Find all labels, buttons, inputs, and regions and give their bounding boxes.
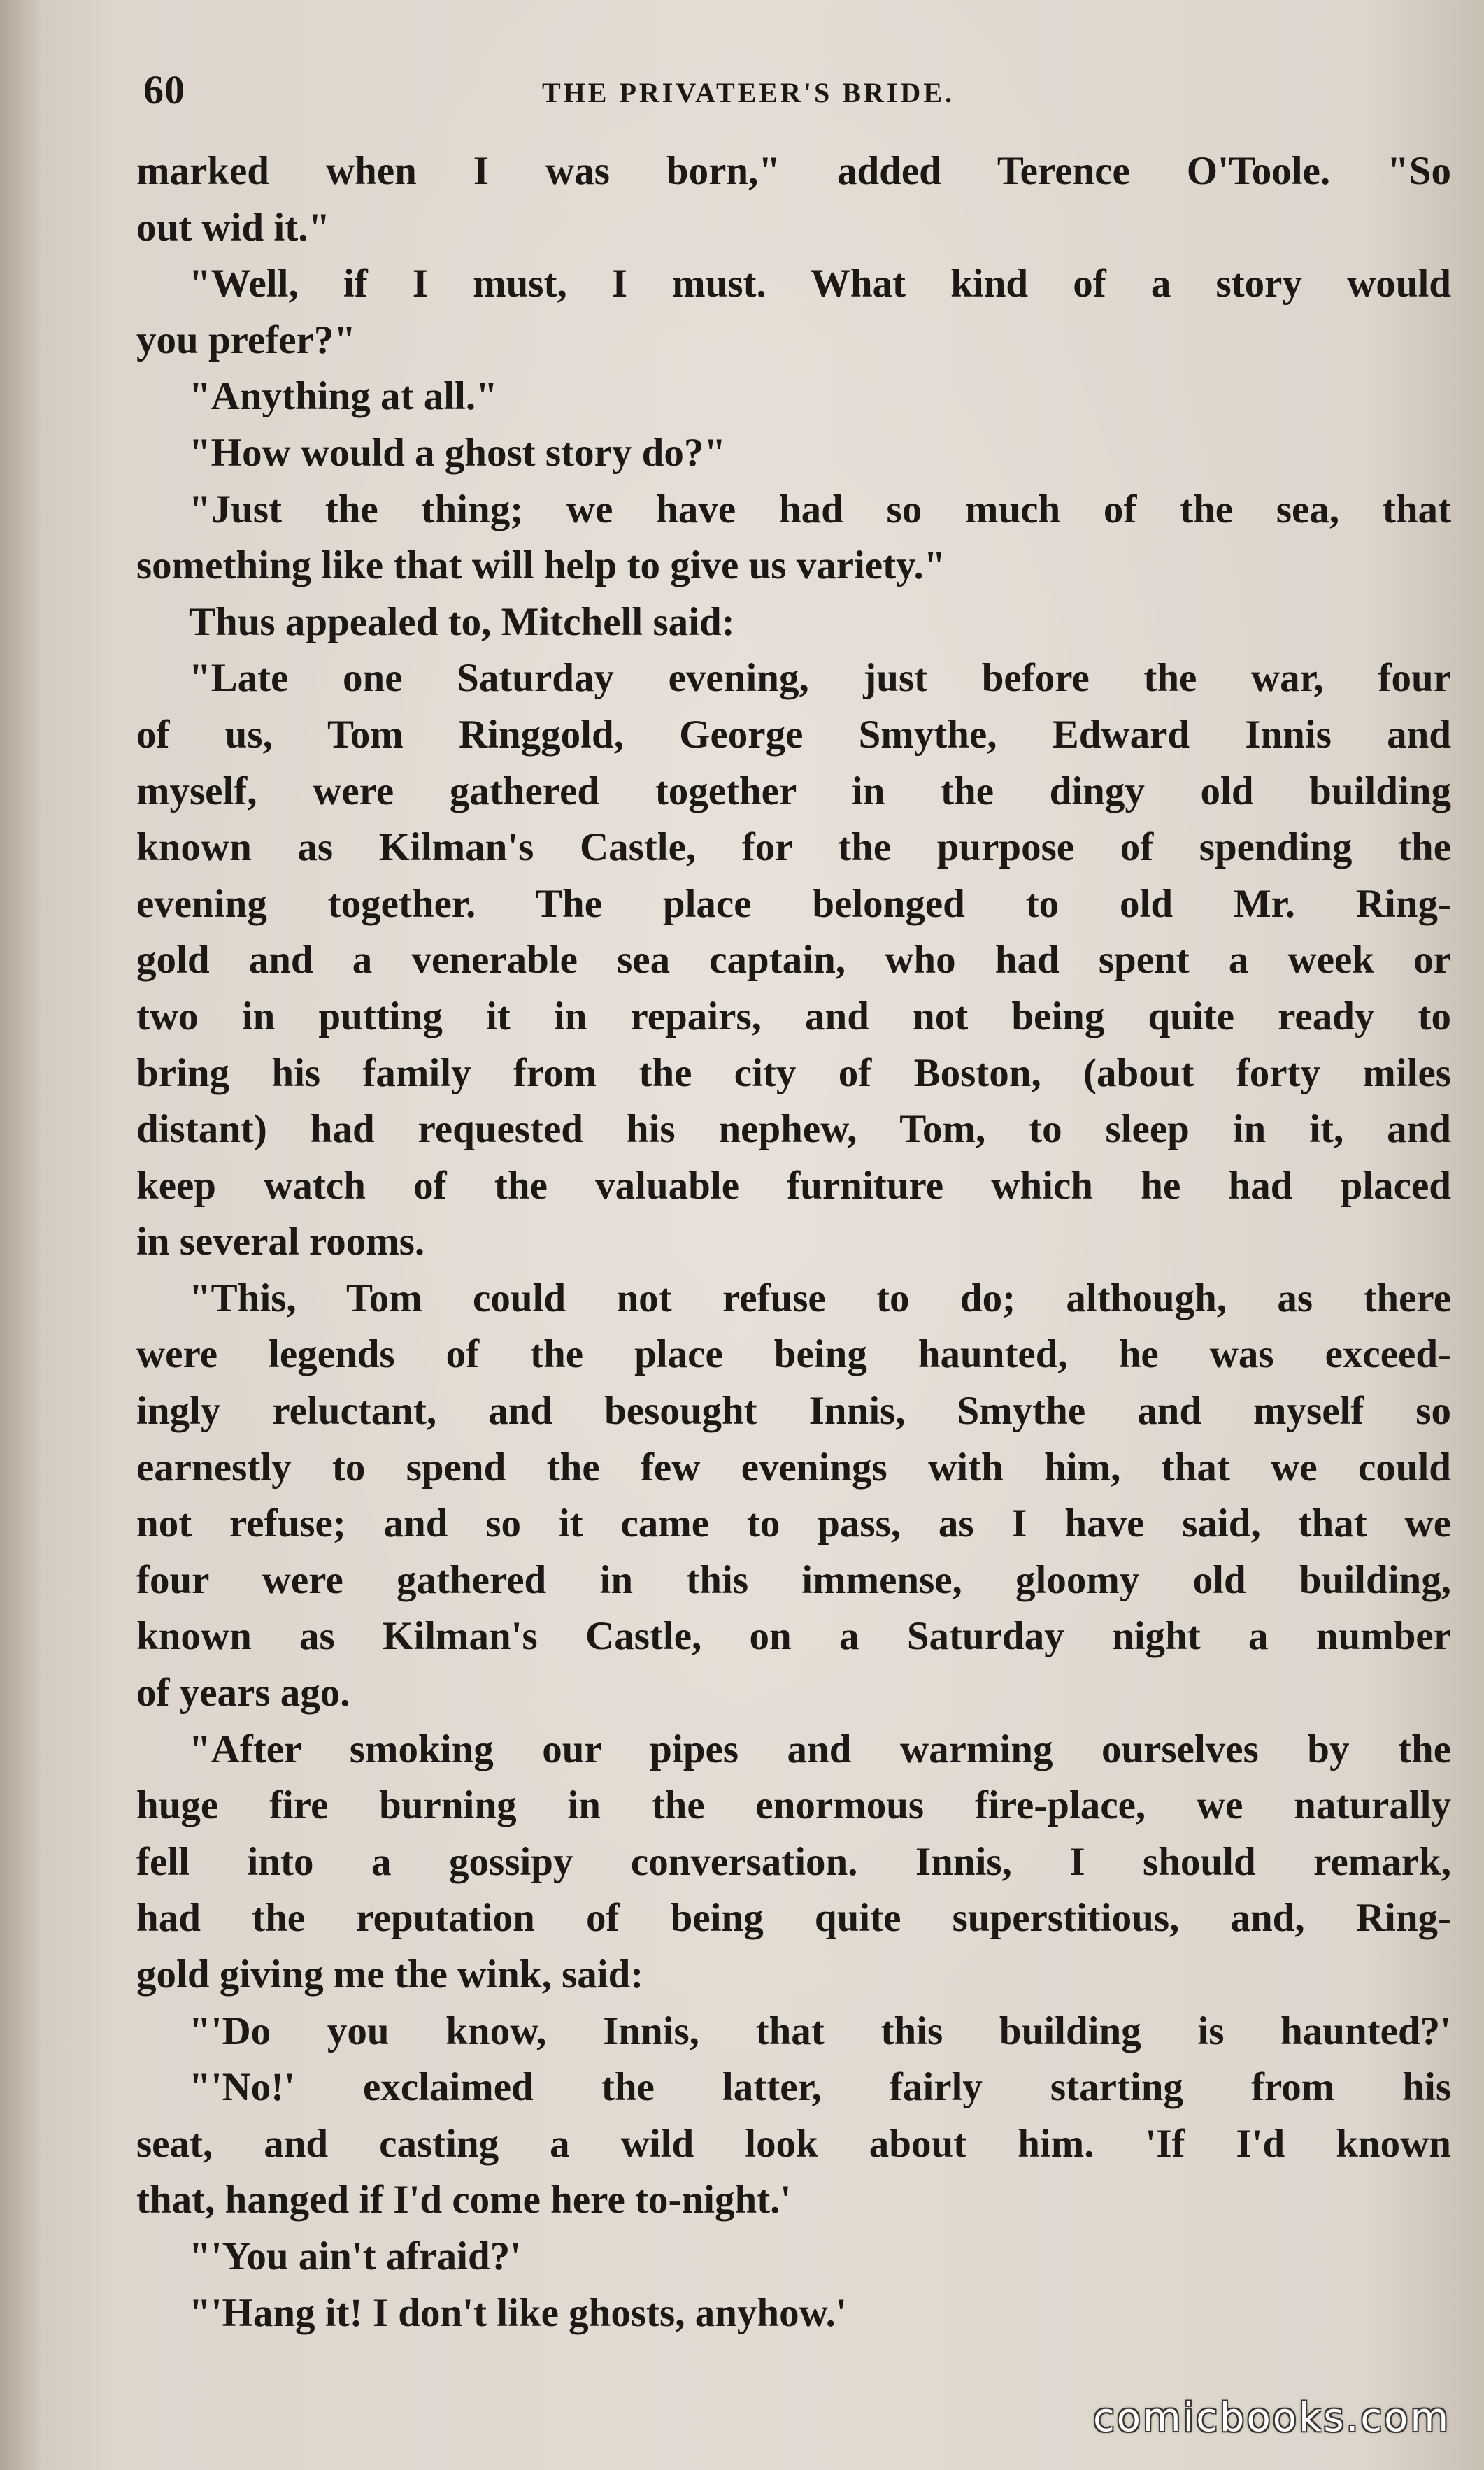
text-line: "'No!' exclaimed the latter, fairly starting from his bbox=[189, 2065, 1451, 2110]
text-line: "Late one Saturday evening, just before the war, four bbox=[189, 656, 1451, 701]
text-line: known as Kilman's Castle, on a Saturday night a number bbox=[136, 1614, 1451, 1659]
text-line: earnestly to spend the few evenings with him, that we could bbox=[136, 1445, 1451, 1490]
text-line: had the reputation of being quite superstitious, and, Ring- bbox=[136, 1896, 1451, 1941]
text-line: seat, and casting a wild look about him. 'If I'd known bbox=[136, 2121, 1451, 2166]
text-line: marked when I was born," added Terence O'Toole. "So bbox=[136, 149, 1451, 193]
binding-shadow bbox=[0, 0, 42, 2470]
text-line: were legends of the place being haunted, he was exceed- bbox=[136, 1332, 1451, 1377]
text-line: "'Hang it! I don't like ghosts, anyhow.' bbox=[189, 2290, 847, 2335]
text-line: not refuse; and so it came to pass, as I have said, that we bbox=[136, 1501, 1451, 1546]
text-line: Thus appealed to, Mitchell said: bbox=[189, 599, 735, 644]
watermark: comicbooks.com bbox=[1092, 2395, 1450, 2441]
text-line: ingly reluctant, and besought Innis, Smythe and myself so bbox=[136, 1389, 1451, 1434]
text-line: known as Kilman's Castle, for the purpose of spending the bbox=[136, 825, 1451, 870]
text-line: you prefer?" bbox=[136, 317, 356, 362]
text-line: "After smoking our pipes and warming ourselves by the bbox=[189, 1727, 1451, 1771]
text-line: "'You ain't afraid?' bbox=[189, 2234, 522, 2278]
text-line: "Well, if I must, I must. What kind of a story would bbox=[189, 262, 1451, 306]
text-line: myself, were gathered together in the dingy old building bbox=[136, 769, 1451, 813]
text-line: something like that will help to give us variety." bbox=[136, 543, 946, 588]
text-line: of years ago. bbox=[136, 1671, 350, 1715]
text-line: of us, Tom Ringgold, George Smythe, Edward Innis and bbox=[136, 712, 1451, 757]
text-line: "Anything at all." bbox=[189, 374, 498, 419]
text-line: fell into a gossipy conversation. Innis, I should remark, bbox=[136, 1839, 1451, 1884]
text-line: "Just the thing; we have had so much of the sea, that bbox=[189, 487, 1451, 531]
text-line: "This, Tom could not refuse to do; although, as there bbox=[189, 1276, 1451, 1320]
text-line: gold giving me the wink, said: bbox=[136, 1953, 644, 1997]
text-line: "How would a ghost story do?" bbox=[189, 430, 726, 475]
running-head bbox=[143, 66, 1435, 115]
text-line: distant) had requested his nephew, Tom, to sleep in it, and bbox=[136, 1107, 1451, 1152]
text-line: "'Do you know, Innis, that this building is haunted?' bbox=[189, 2008, 1451, 2053]
text-line: evening together. The place belonged to old Mr. Ring- bbox=[136, 881, 1451, 926]
text-line: gold and a venerable sea captain, who had spent a week or bbox=[136, 938, 1451, 983]
text-line: that, hanged if I'd come here to-night.' bbox=[136, 2178, 792, 2222]
text-line: in several rooms. bbox=[136, 1220, 425, 1264]
text-line: bring his family from the city of Boston, (about forty miles bbox=[136, 1050, 1451, 1095]
running-title: THE PRIVATEER'S BRIDE. bbox=[542, 77, 955, 108]
body-text bbox=[136, 143, 1451, 2341]
text-line: two in putting it in repairs, and not being quite ready to bbox=[136, 994, 1451, 1038]
text-line: huge fire burning in the enormous fire-place, we naturally bbox=[136, 1783, 1451, 1828]
text-line: out wid it." bbox=[136, 205, 331, 250]
text-line: four were gathered in this immense, gloomy old building, bbox=[136, 1557, 1451, 1602]
page-number: 60 bbox=[143, 67, 185, 113]
text-line: keep watch of the valuable furniture which he had placed bbox=[136, 1163, 1451, 1208]
